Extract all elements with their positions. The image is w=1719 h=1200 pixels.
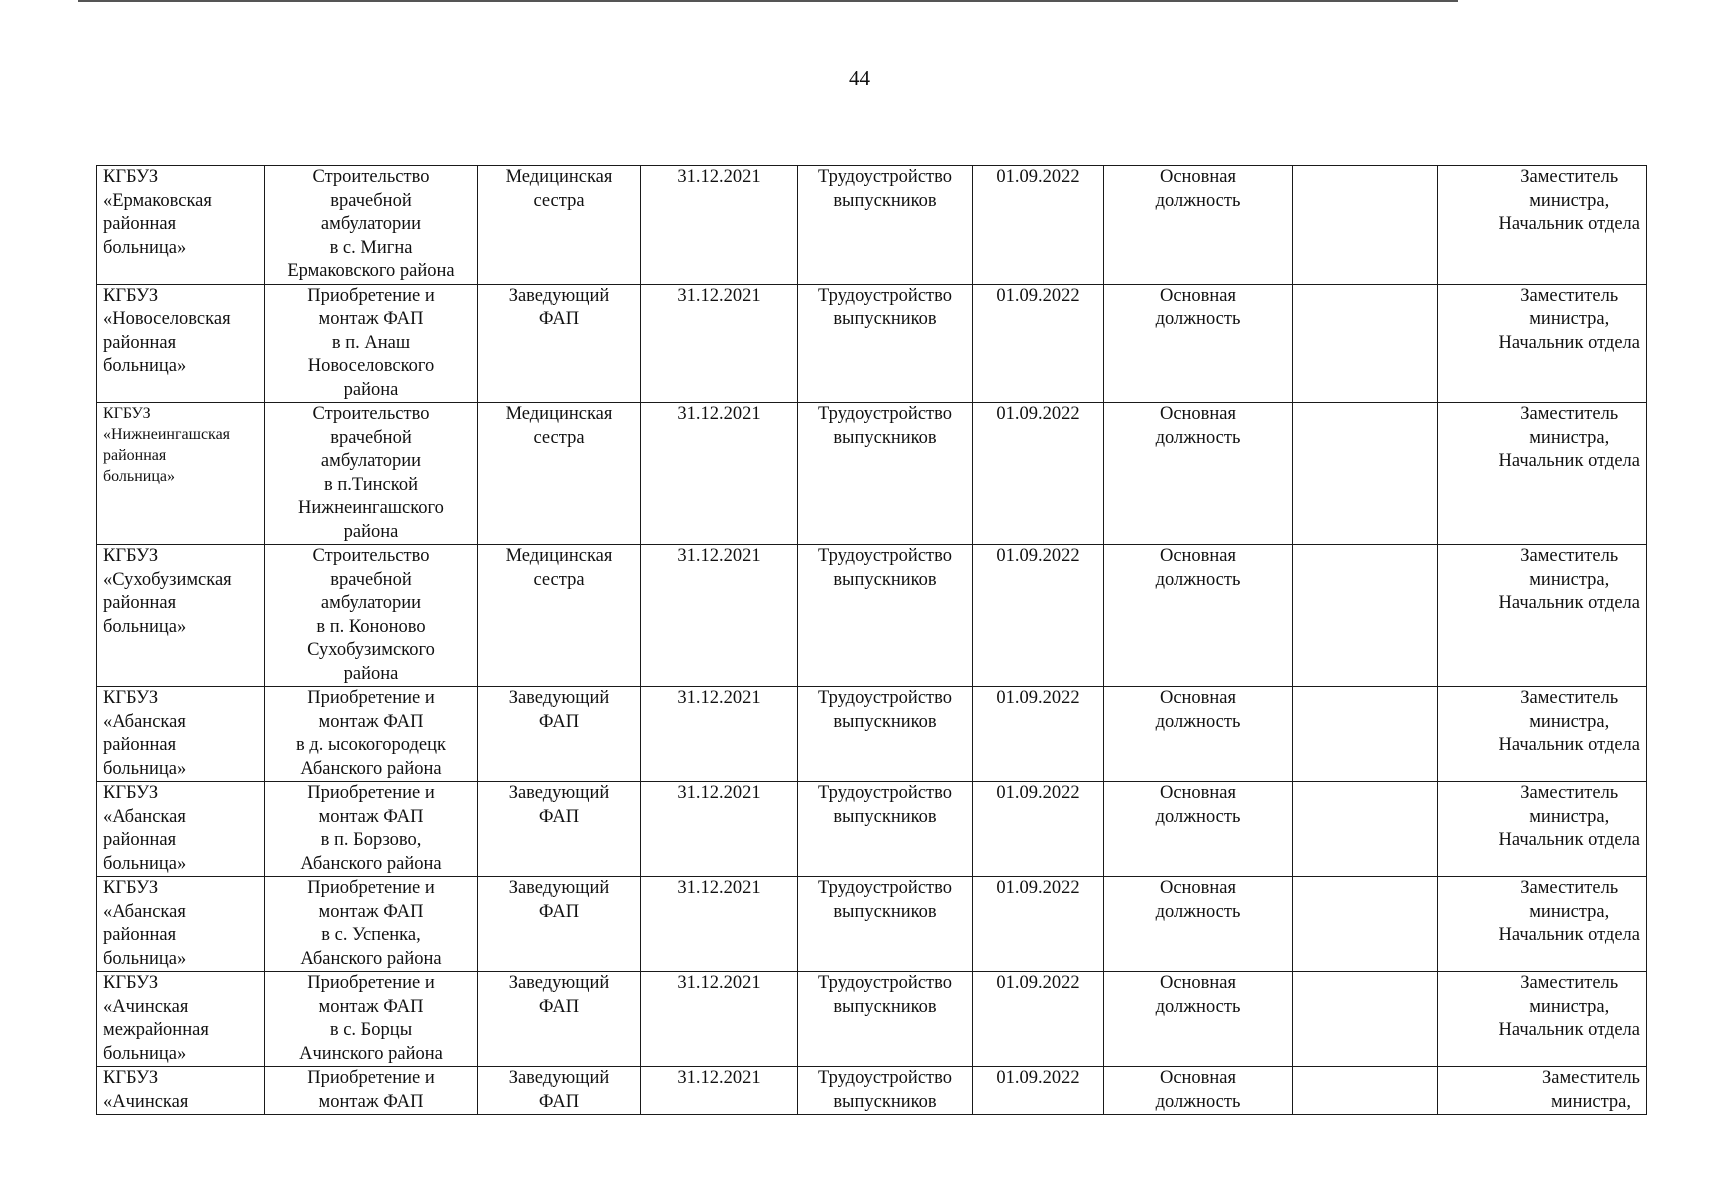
cell-position: Медицинская сестра bbox=[478, 545, 641, 687]
cell-note bbox=[1293, 403, 1438, 545]
table-row bbox=[97, 687, 1647, 782]
responsible-text: Заместитель министра, Начальник отдела bbox=[1498, 783, 1640, 850]
cell-responsible bbox=[1438, 687, 1647, 782]
cell-mechanism: Трудоустройство выпускников bbox=[798, 972, 973, 1067]
cell-employment-type: Основная должность bbox=[1104, 284, 1293, 403]
cell-mechanism: Трудоустройство выпускников bbox=[798, 545, 973, 687]
cell-employment-type: Основная должность bbox=[1104, 877, 1293, 972]
cell-organization: КГБУЗ «Сухобузимская районная больница» bbox=[97, 545, 265, 687]
cell-position: Медицинская сестра bbox=[478, 403, 641, 545]
cell-start-date: 01.09.2022 bbox=[973, 1067, 1104, 1115]
cell-deadline: 31.12.2021 bbox=[641, 166, 798, 285]
table-row bbox=[97, 782, 1647, 877]
cell-position: Заведующий ФАП bbox=[478, 687, 641, 782]
cell-employment-type: Основная должность bbox=[1104, 545, 1293, 687]
responsible-text: Заместитель министра, Начальник отдела bbox=[1498, 167, 1640, 234]
cell-note bbox=[1293, 877, 1438, 972]
cell-start-date: 01.09.2022 bbox=[973, 545, 1104, 687]
cell-start-date: 01.09.2022 bbox=[973, 972, 1104, 1067]
cell-note bbox=[1293, 972, 1438, 1067]
cell-responsible bbox=[1438, 403, 1647, 545]
cell-responsible bbox=[1438, 284, 1647, 403]
cell-note bbox=[1293, 782, 1438, 877]
page-number: 44 bbox=[849, 66, 870, 90]
cell-note bbox=[1293, 284, 1438, 403]
cell-position: Заведующий ФАП bbox=[478, 877, 641, 972]
cell-event: Приобретение и монтаж ФАП в с. Успенка, Абанского района bbox=[265, 877, 478, 972]
table-row bbox=[97, 877, 1647, 972]
cell-position: Заведующий ФАП bbox=[478, 972, 641, 1067]
cell-deadline: 31.12.2021 bbox=[641, 1067, 798, 1115]
cell-responsible bbox=[1438, 545, 1647, 687]
responsible-text: Заместитель министра, Начальник отдела bbox=[1498, 973, 1640, 1040]
cell-mechanism: Трудоустройство выпускников bbox=[798, 877, 973, 972]
cell-employment-type: Основная должность bbox=[1104, 782, 1293, 877]
table-row bbox=[97, 166, 1647, 285]
cell-mechanism: Трудоустройство выпускников bbox=[798, 687, 973, 782]
cell-employment-type: Основная должность bbox=[1104, 687, 1293, 782]
cell-deadline: 31.12.2021 bbox=[641, 687, 798, 782]
cell-event: Приобретение и монтаж ФАП в д. ысокогородецк Абанского района bbox=[265, 687, 478, 782]
responsible-text: Заместитель министра, bbox=[1541, 1068, 1640, 1112]
cell-organization: КГБУЗ «Ермаковская районная больница» bbox=[97, 166, 265, 285]
cell-deadline: 31.12.2021 bbox=[641, 972, 798, 1067]
cell-deadline: 31.12.2021 bbox=[641, 284, 798, 403]
page-top-edge bbox=[78, 0, 1458, 2]
cell-responsible bbox=[1438, 1067, 1647, 1115]
cell-responsible bbox=[1438, 166, 1647, 285]
table-row bbox=[97, 403, 1647, 545]
cell-start-date: 01.09.2022 bbox=[973, 687, 1104, 782]
cell-event: Приобретение и монтаж ФАП bbox=[265, 1067, 478, 1115]
cell-position: Заведующий ФАП bbox=[478, 782, 641, 877]
staffing-table bbox=[96, 165, 1647, 1115]
cell-start-date: 01.09.2022 bbox=[973, 877, 1104, 972]
cell-note bbox=[1293, 687, 1438, 782]
cell-mechanism: Трудоустройство выпускников bbox=[798, 403, 973, 545]
cell-organization: КГБУЗ «Нижнеингашская районная больница» bbox=[97, 403, 265, 545]
cell-employment-type: Основная должность bbox=[1104, 166, 1293, 285]
cell-mechanism: Трудоустройство выпускников bbox=[798, 284, 973, 403]
cell-organization: КГБУЗ «Ачинская bbox=[97, 1067, 265, 1115]
table-row bbox=[97, 545, 1647, 687]
cell-event: Строительство врачебной амбулатории в п. Кононово Сухобузимского района bbox=[265, 545, 478, 687]
cell-mechanism: Трудоустройство выпускников bbox=[798, 166, 973, 285]
cell-start-date: 01.09.2022 bbox=[973, 403, 1104, 545]
cell-position: Заведующий ФАП bbox=[478, 1067, 641, 1115]
cell-start-date: 01.09.2022 bbox=[973, 782, 1104, 877]
responsible-text: Заместитель министра, Начальник отдела bbox=[1498, 546, 1640, 613]
cell-responsible bbox=[1438, 972, 1647, 1067]
cell-organization: КГБУЗ «Новоселовская районная больница» bbox=[97, 284, 265, 403]
responsible-text: Заместитель министра, Начальник отдела bbox=[1498, 404, 1640, 471]
cell-employment-type: Основная должность bbox=[1104, 1067, 1293, 1115]
responsible-text: Заместитель министра, Начальник отдела bbox=[1498, 688, 1640, 755]
responsible-text: Заместитель министра, Начальник отдела bbox=[1498, 878, 1640, 945]
cell-organization: КГБУЗ «Ачинская межрайонная больница» bbox=[97, 972, 265, 1067]
cell-event: Строительство врачебной амбулатории в с. Мигна Ермаковского района bbox=[265, 166, 478, 285]
table-row bbox=[97, 284, 1647, 403]
cell-deadline: 31.12.2021 bbox=[641, 545, 798, 687]
cell-responsible bbox=[1438, 782, 1647, 877]
table-body bbox=[97, 166, 1647, 1115]
cell-note bbox=[1293, 1067, 1438, 1115]
cell-position: Заведующий ФАП bbox=[478, 284, 641, 403]
cell-start-date: 01.09.2022 bbox=[973, 166, 1104, 285]
cell-deadline: 31.12.2021 bbox=[641, 782, 798, 877]
cell-event: Приобретение и монтаж ФАП в п. Борзово, Абанского района bbox=[265, 782, 478, 877]
cell-organization: КГБУЗ «Абанская районная больница» bbox=[97, 877, 265, 972]
cell-event: Строительство врачебной амбулатории в п.Тинской Нижнеингашского района bbox=[265, 403, 478, 545]
cell-organization: КГБУЗ «Абанская районная больница» bbox=[97, 782, 265, 877]
cell-note bbox=[1293, 545, 1438, 687]
cell-organization: КГБУЗ «Абанская районная больница» bbox=[97, 687, 265, 782]
cell-deadline: 31.12.2021 bbox=[641, 403, 798, 545]
cell-responsible bbox=[1438, 877, 1647, 972]
table-row bbox=[97, 972, 1647, 1067]
cell-employment-type: Основная должность bbox=[1104, 972, 1293, 1067]
cell-note bbox=[1293, 166, 1438, 285]
table-row bbox=[97, 1067, 1647, 1115]
responsible-text: Заместитель министра, Начальник отдела bbox=[1498, 285, 1640, 353]
cell-event: Приобретение и монтаж ФАП в п. Анаш Новоселовского района bbox=[265, 284, 478, 403]
cell-deadline: 31.12.2021 bbox=[641, 877, 798, 972]
cell-position: Медицинская сестра bbox=[478, 166, 641, 285]
cell-start-date: 01.09.2022 bbox=[973, 284, 1104, 403]
cell-employment-type: Основная должность bbox=[1104, 403, 1293, 545]
cell-event: Приобретение и монтаж ФАП в с. Борцы Ачинского района bbox=[265, 972, 478, 1067]
cell-mechanism: Трудоустройство выпускников bbox=[798, 1067, 973, 1115]
cell-mechanism: Трудоустройство выпускников bbox=[798, 782, 973, 877]
